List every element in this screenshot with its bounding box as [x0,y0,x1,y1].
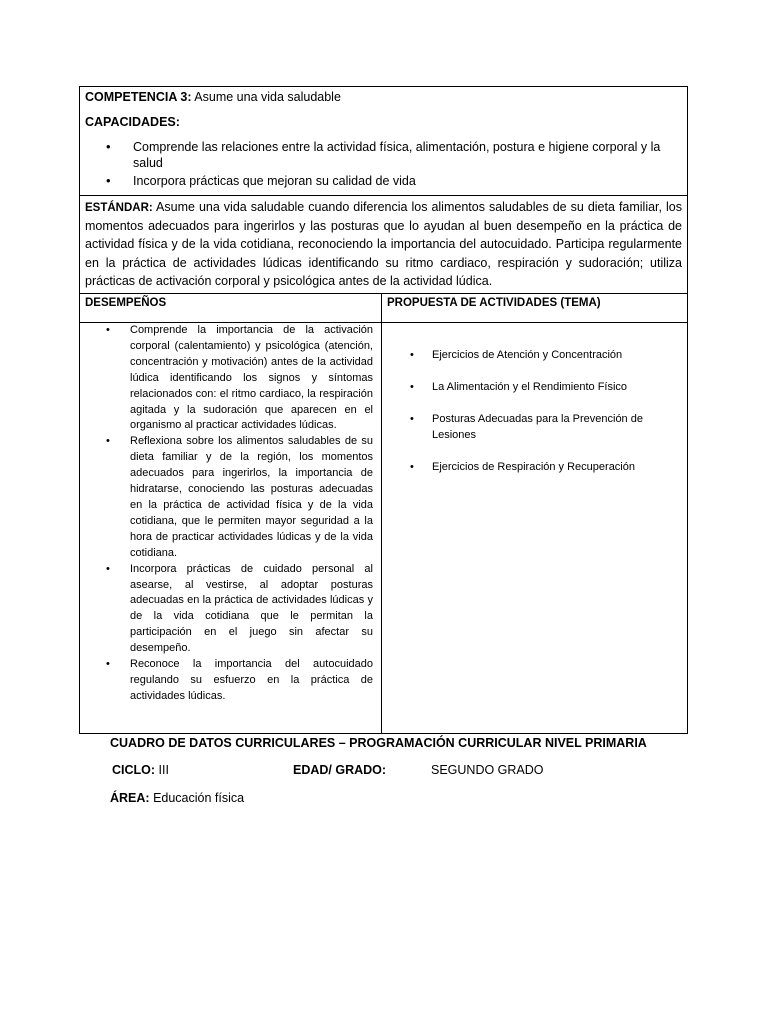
ciclo-value: III [155,763,169,777]
propuesta-item: • La Alimentación y el Rendimiento Físico [432,379,679,395]
ciclo-label: CICLO: [112,763,156,777]
desempenos-cell [80,323,382,733]
desempeno-item: • Comprende la importancia de la activación corporal (calentamiento) y psicológica (atención, concentración y motivación) antes de la actividad lúdica identificando los signos y síntomas relacionados con: el ritmo cardiaco, la respiración agitada y la sudoración que aparecen en el organismo al practicar actividades lúdicas. [130,323,373,434]
area-label: ÁREA: [110,791,150,805]
estandar-text: Asume una vida saludable cuando diferencia los alimentos saludables de su dieta familiar, los momentos adecuados para ingerirlos y las posturas que lo ayudan al buen desempeño en la práctica de actividad física y de la vida cotidiana, reconociendo la importancia del autocuidado. Participa regularmente en la práctica de actividades lúdicas identificando su ritmo cardiaco, respiración y sudoración; utiliza prácticas de activación corporal y psicológica antes de la actividad lúdica. [85,200,682,288]
cuadro-datos-title: CUADRO DE DATOS CURRICULARES – PROGRAMACIÓN CURRICULAR NIVEL PRIMARIA [110,736,647,750]
competencia-text: Asume una vida saludable [191,90,341,104]
estandar-label: ESTÁNDAR: [85,202,153,214]
area-line [110,791,244,805]
competencia-line [85,89,682,105]
edad-grado-label: EDAD/ GRADO: [293,763,387,777]
table-header-row [80,294,687,323]
table-body-row [80,323,687,733]
desempeno-item: • Incorpora prácticas de cuidado personal al asearse, al vestirse, al adoptar posturas adecuadas en la práctica de actividades lúdicas y de la vida cotidiana que le permitan la participación en el juego sin afectar su desempeño. [130,562,373,657]
capacidades-list [85,139,682,189]
desempeno-item: • Reflexiona sobre los alimentos saludables de su dieta familiar y de la región, los momentos adecuados para ingerirlos, la importancia de hidratarse, conociendo las posturas adecuadas en la práctica de actividad física y de la vida cotidiana, que le permiten mayor seguridad a la hora de practicar actividades lúdicas y de la vida cotidiana. [130,434,373,561]
propuesta-item: • Ejercicios de Respiración y Recuperación [432,459,679,475]
capacidades-heading: CAPACIDADES: [85,115,180,129]
propuestas-cell [382,323,687,733]
area-value: Educación física [149,791,245,805]
propuesta-item: • Ejercicios de Atención y Concentración [432,347,679,363]
competencia-section [80,87,687,196]
propuestas-list [390,347,679,475]
ciclo-field [112,763,169,777]
desempenos-list [94,323,373,705]
competencia-label: COMPETENCIA 3: [85,90,192,104]
estandar-section [80,196,687,294]
grado-value: SEGUNDO GRADO [431,763,544,777]
desempenos-header: DESEMPEÑOS [80,294,382,322]
curriculum-table [79,86,688,734]
propuesta-header: PROPUESTA DE ACTIVIDADES (TEMA) [387,297,601,309]
propuesta-item: • Posturas Adecuadas para la Prevención de Lesiones [432,411,679,443]
capacidad-item: • Comprende las relaciones entre la actividad física, alimentación, postura e higiene corporal y la salud [133,139,682,171]
desempeno-item: • Reconoce la importancia del autocuidado regulando su esfuerzo en la práctica de actividades lúdicas. [130,657,373,705]
capacidad-item: • Incorpora prácticas que mejoran su calidad de vida [133,173,682,189]
